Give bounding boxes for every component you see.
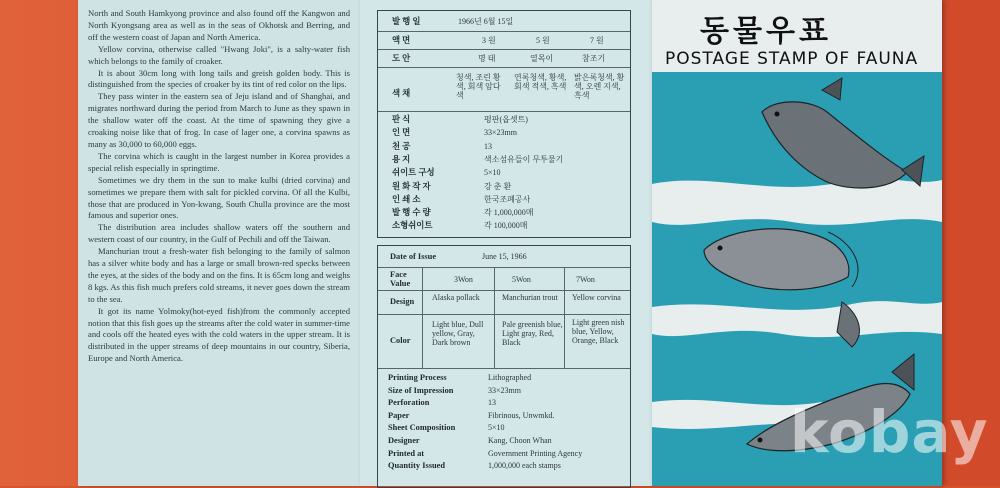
paragraph: It is about 30cm long with long tails and greish golden body. This is distinguished from the species of croaker by its tint of red color on the lips. (88, 67, 350, 90)
face-value: 3Won (454, 275, 473, 284)
spec-value: 13 (488, 398, 496, 408)
face-value: 7Won (576, 275, 595, 284)
spec-value: 각 1,000,000매 (484, 208, 534, 218)
spec-label: Sheet Composition (388, 423, 456, 433)
spec-value: 평판(옵셋트) (484, 115, 528, 124)
color-value: Light green nish blue, Yellow, Orange, Black (572, 318, 625, 345)
spec-value: 5×10 (488, 423, 505, 433)
spec-value: Kang, Choon Whan (488, 436, 552, 445)
spec-value: 5×10 (484, 168, 501, 178)
description-text (88, 8, 350, 365)
design-value: 참조기 (582, 54, 606, 63)
color-label: 색 채 (392, 89, 411, 98)
paragraph: The distribution area includes shallow waters off the southern and western coast of our country, in the Gulf of Pechili and off the Taiwan. (88, 222, 350, 245)
paragraph: The corvina which is caught in the largest number in Korea provides a special relish especially in springtime. (88, 150, 350, 173)
spec-label: 천 공 (392, 141, 411, 151)
spec-value: 1,000,000 each stamps (488, 461, 561, 471)
spec-label: 소형쉬이트 (392, 221, 433, 231)
issue-value: 1966년 6월 15일 (458, 17, 514, 26)
korean-title: 동물우표 (700, 14, 832, 49)
issue-value: June 15, 1966 (482, 252, 527, 261)
face-value: 7 원 (590, 36, 604, 45)
face-value: 5 원 (536, 36, 550, 45)
spec-label: Printing Process (388, 373, 447, 382)
spec-label: Size of Impression (388, 385, 454, 395)
design-value: 명 태 (478, 54, 496, 63)
spec-label: 발 행 수 량 (392, 208, 431, 218)
face-value: 5Won (512, 275, 531, 284)
spec-label: Designer (388, 436, 420, 445)
watermark-logo: kobay (790, 398, 989, 466)
design-value: Yellow corvina (572, 293, 621, 302)
color-value: 연록청색, 황색, 회색 적색, 흑색 (514, 73, 567, 91)
spec-label: 쉬이트 구성 (392, 168, 435, 178)
spec-label: 인 쇄 소 (392, 194, 421, 204)
spec-value: Lithographed (488, 373, 532, 382)
spec-value: Fibrinous, Unwmkd. (488, 410, 555, 420)
left-folder-panel (78, 0, 360, 486)
spec-label: 인 면 (392, 128, 411, 138)
spec-value: 색소섬유들이 무투물기 (484, 154, 564, 164)
english-spec-table (377, 245, 631, 488)
design-value: 열목이 (530, 54, 554, 63)
korean-spec-table (377, 10, 631, 238)
design-label: Design (390, 297, 415, 306)
spec-value: 강 춘 환 (484, 181, 512, 191)
color-value: Pale greenish blue, Light gray, Red, Black (502, 320, 563, 347)
spec-label: Perforation (388, 398, 430, 408)
paragraph: It got its name Yolmoky(hot-eyed fish)from the commonly accepted notion that this fish goes up the streams after the cold water in summer-time and cools off the heated eyes with the cold waters in the upper stream. It is distributed in the upper streams of deep mountains in our country, Siberia, Europe and North America. (88, 305, 350, 364)
face-label: 액 면 (392, 36, 411, 45)
paragraph: Sometimes we dry them in the sun to make kulbi (dried corvina) and sometimes we prepare them with salt for pickled corvina. Of all the Kulbi, those that are produced in Yon-kwang, South Chulla province are the most famous and superior ones. (88, 174, 350, 221)
issue-label: Date of Issue (390, 252, 437, 261)
design-value: Manchurian trout (502, 293, 558, 302)
english-title: POSTAGE STAMP OF FAUNA (665, 49, 919, 69)
design-label: 도 안 (392, 54, 411, 63)
spec-value: 13 (484, 141, 492, 151)
spec-value: Government Printing Agency (488, 448, 583, 458)
spec-value: 각 100,000매 (484, 221, 528, 231)
color-label: Color (390, 336, 411, 345)
color-value: 밝은록청색, 황색, 오렌 지색, 흑색 (574, 73, 625, 100)
spec-label: Paper (388, 410, 410, 420)
spec-label: 원 화 작 자 (392, 181, 431, 191)
spec-value: 한국조폐공사 (484, 194, 531, 204)
spec-label: Quantity Issued (388, 461, 446, 471)
issue-label: 발 행 일 (392, 17, 421, 26)
spec-label: 용 지 (392, 154, 411, 164)
paragraph: They pass winter in the eastern sea of Jeju island and of Shanghai, and migrates northward during the period from March to June as they spawn in the shallow water off the coast. At the time of spawning they give a croaking noise like that of frog. In case of lager one, a corvina spawns as many as 30,000 to 60,000 eggs. (88, 91, 350, 149)
spec-value: 33×23mm (484, 128, 517, 138)
paragraph: Manchurian trout a fresh-water fish belonging to the family of salmon has a silver white body and has a large or small brown-red specks between the eyes, at the sides of the body and on the fins. It is 65cm long and weighs 8 kgs. As this fish much prefers cold streams, it never goes down the stream to the sea. (88, 246, 350, 304)
spec-label: Printed at (388, 448, 425, 458)
color-value: Light blue, Dull yellow, Gray, Dark brown (432, 320, 484, 347)
paragraph: North and South Hamkyong province and also found off the Kangwon and North Kyongsang area as well as in the seas of Okhotsk and Berring, and off the western coast of Japan and North America. (88, 8, 350, 42)
spec-label: 판 식 (392, 115, 411, 124)
color-value: 청색, 조린 황색, 회색 암다색 (456, 73, 501, 100)
face-value: 3 원 (482, 36, 496, 45)
design-value: Alaska pollack (432, 293, 480, 302)
paragraph: Yellow corvina, otherwise called "Hwang Joki", is a salty-water fish which belongs to the family of croaker. (88, 43, 350, 66)
face-label: Face Value (390, 270, 411, 288)
spec-value: 33×23mm (488, 385, 521, 395)
